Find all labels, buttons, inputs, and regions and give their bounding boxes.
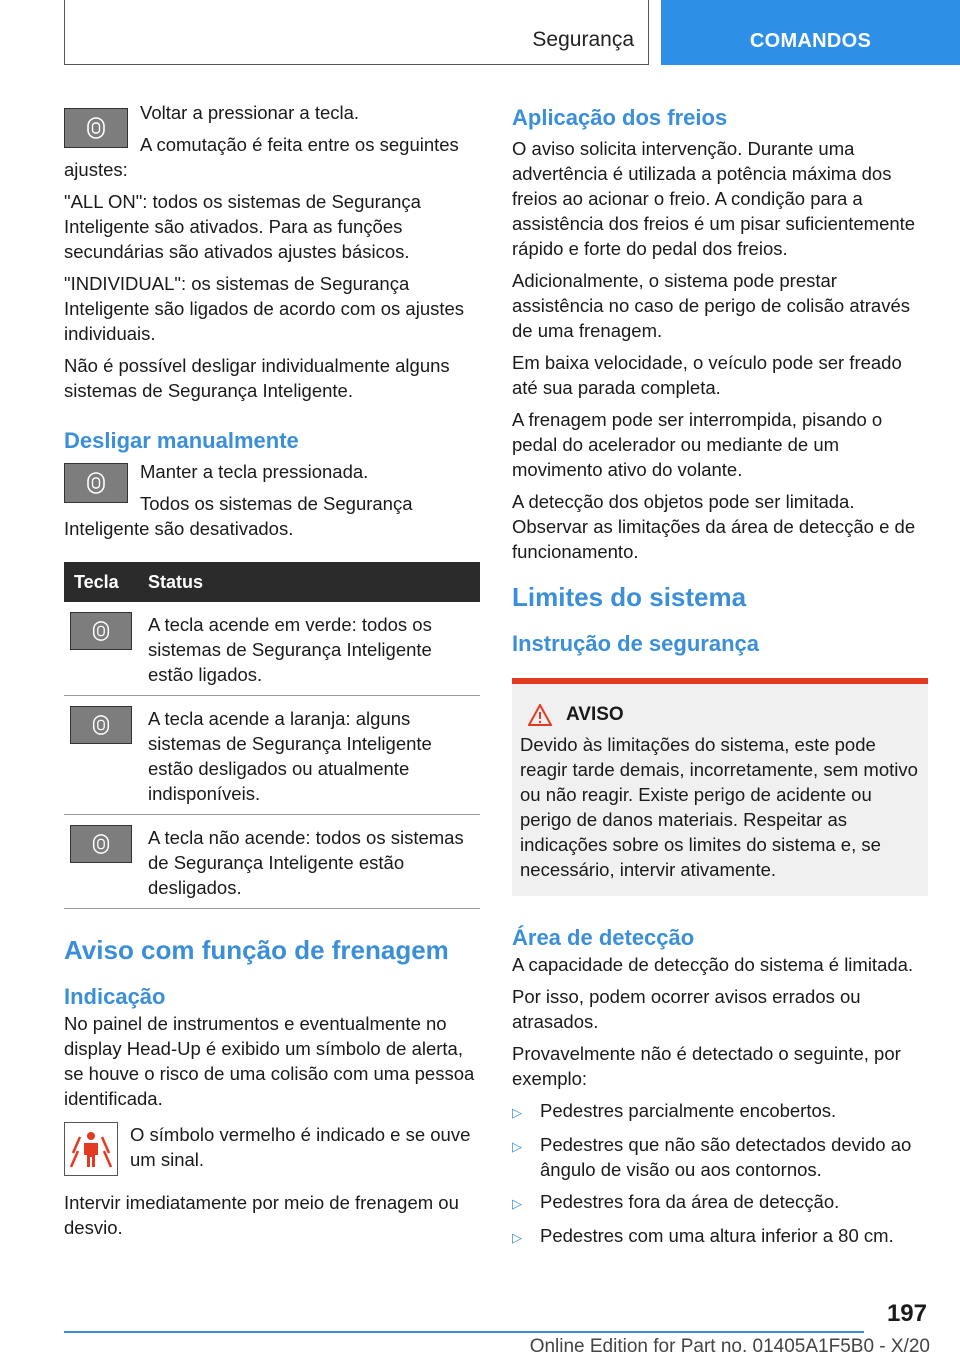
paragraph: Não é possível desligar individualmente alguns sistemas de Segurança Inteligente. [64, 355, 450, 401]
footer-divider [64, 1331, 864, 1333]
table-cell-status: A tecla acende a laranja: alguns sistemas de Segurança Inteligente estão desligados ou atualmente indisponíveis. [148, 708, 432, 804]
header-chapter-box [661, 0, 960, 65]
paragraph: Por isso, podem ocorrer avisos errados ou atrasados. [512, 986, 861, 1032]
warning-symbol-section [64, 1118, 480, 1180]
list-item: ▷ Pedestres parcialmente encobertos. [512, 1098, 928, 1125]
paragraph: "INDIVIDUAL": os sistemas de Segurança Inteligente são ligados de acordo com os ajustes individuais. [64, 273, 465, 344]
paragraph: Todos os sistemas de Segurança Inteligente são desativados. [64, 493, 413, 539]
list-item: ▷ Pedestres com uma altura inferior a 80 cm. [512, 1223, 928, 1250]
button-orange-icon [70, 706, 132, 744]
paragraph: A detecção dos objetos pode ser limitada. Observar as limitações da área de detecção e de funcionamento. [512, 491, 916, 562]
heading-aplicacao: Aplicação dos freios [512, 105, 728, 130]
button-off-icon [70, 825, 132, 863]
toggle-section [64, 100, 480, 189]
heading-area: Área de detecção [512, 925, 695, 950]
pedestrian-warning-icon [64, 1122, 118, 1176]
paragraph: Em baixa velocidade, o veículo pode ser freado até sua parada completa. [512, 352, 902, 398]
paragraph: Intervir imediatamente por meio de frenagem ou desvio. [64, 1192, 459, 1238]
bullet-triangle-icon: ▷ [512, 1139, 522, 1154]
manual-off-section [64, 459, 480, 548]
paragraph: No painel de instrumentos e eventualmente no display Head-Up é exibido um símbolo de alerta, se houve o risco de uma colisão com uma pessoa identificada. [64, 1013, 475, 1109]
paragraph: A comutação é feita entre os seguintes ajustes: [64, 134, 459, 180]
paragraph: A frenagem pode ser interrompida, pisando o pedal do acelerador ou mediante de um movimento ativo do volante. [512, 409, 883, 480]
right-column [512, 100, 928, 1257]
paragraph: A capacidade de detecção do sistema é limitada. [512, 954, 914, 975]
warning-title [520, 704, 918, 726]
table-row [64, 602, 480, 696]
paragraph: O símbolo vermelho é indicado e se ouve um sinal. [130, 1124, 471, 1170]
button-green-icon [70, 612, 132, 650]
status-table [64, 562, 480, 909]
table-row [64, 815, 480, 909]
table-col-status: Status [148, 571, 204, 592]
list-item: ▷ Pedestres fora da área de detecção. [512, 1189, 928, 1216]
header-section-title: Segurança [532, 28, 634, 51]
list-item: ▷ Pedestres que não são detectados devido ao ângulo de visão ou aos contornos. [512, 1134, 912, 1180]
table-row [64, 696, 480, 815]
bullet-triangle-icon: ▷ [512, 1105, 522, 1120]
warning-text: Devido às limitações do sistema, este pode reagir tarde demais, incorretamente, sem motivo ou não reagir. Existe perigo de acidente ou perigo de danos materiais. Respeitar as indicações sobre os limites do sistema e, se necessário, intervir ativamente. [520, 734, 918, 880]
footer-edition: Online Edition for Part no. 01405A1F5B0 - X/20 [529, 1336, 930, 1357]
paragraph: "ALL ON": todos os sistemas de Segurança Inteligente são ativados. Para as funções secundárias são ativados ajustes básicos. [64, 191, 421, 262]
heading-limites: Limites do sistema [512, 582, 747, 612]
warning-box [512, 678, 928, 896]
safety-button-icon [64, 108, 128, 148]
heading-instrucao: Instrução de segurança [512, 631, 759, 656]
paragraph: Voltar a pressionar a tecla. [140, 102, 360, 123]
bullet-triangle-icon: ▷ [512, 1230, 522, 1245]
page-number: 197 [886, 1300, 927, 1327]
safety-button-icon [64, 463, 128, 503]
paragraph: O aviso solicita intervenção. Durante uma advertência é utilizada a potência máxima dos freios ao acionar o freio. A condição para a assistência dos freios é um pisar suficientemente rápido e forte do pedal dos freios. [512, 138, 916, 259]
heading-desligar: Desligar manualmente [64, 428, 299, 453]
heading-indicacao: Indicação [64, 984, 166, 1009]
table-col-key: Tecla [74, 571, 119, 592]
paragraph: Manter a tecla pressionada. [140, 461, 369, 482]
header-section-box [64, 0, 649, 65]
warning-triangle-icon [528, 704, 552, 726]
table-cell-status: A tecla não acende: todos os sistemas de Segurança Inteligente estão desligados. [148, 827, 464, 898]
paragraph: Adicionalmente, o sistema pode prestar assistência no caso de perigo de colisão através de uma frenagem. [512, 270, 910, 341]
table-header [64, 562, 480, 602]
heading-aviso-frenagem: Aviso com função de frenagem [64, 935, 449, 965]
table-cell-status: A tecla acende em verde: todos os sistemas de Segurança Inteligente estão ligados. [148, 614, 432, 685]
bullet-triangle-icon: ▷ [512, 1196, 522, 1211]
paragraph: Provavelmente não é detectado o seguinte, por exemplo: [512, 1043, 901, 1089]
warning-title-text: AVISO [566, 704, 624, 725]
header-chapter-title: COMANDOS [749, 30, 872, 52]
left-column [64, 100, 480, 1247]
